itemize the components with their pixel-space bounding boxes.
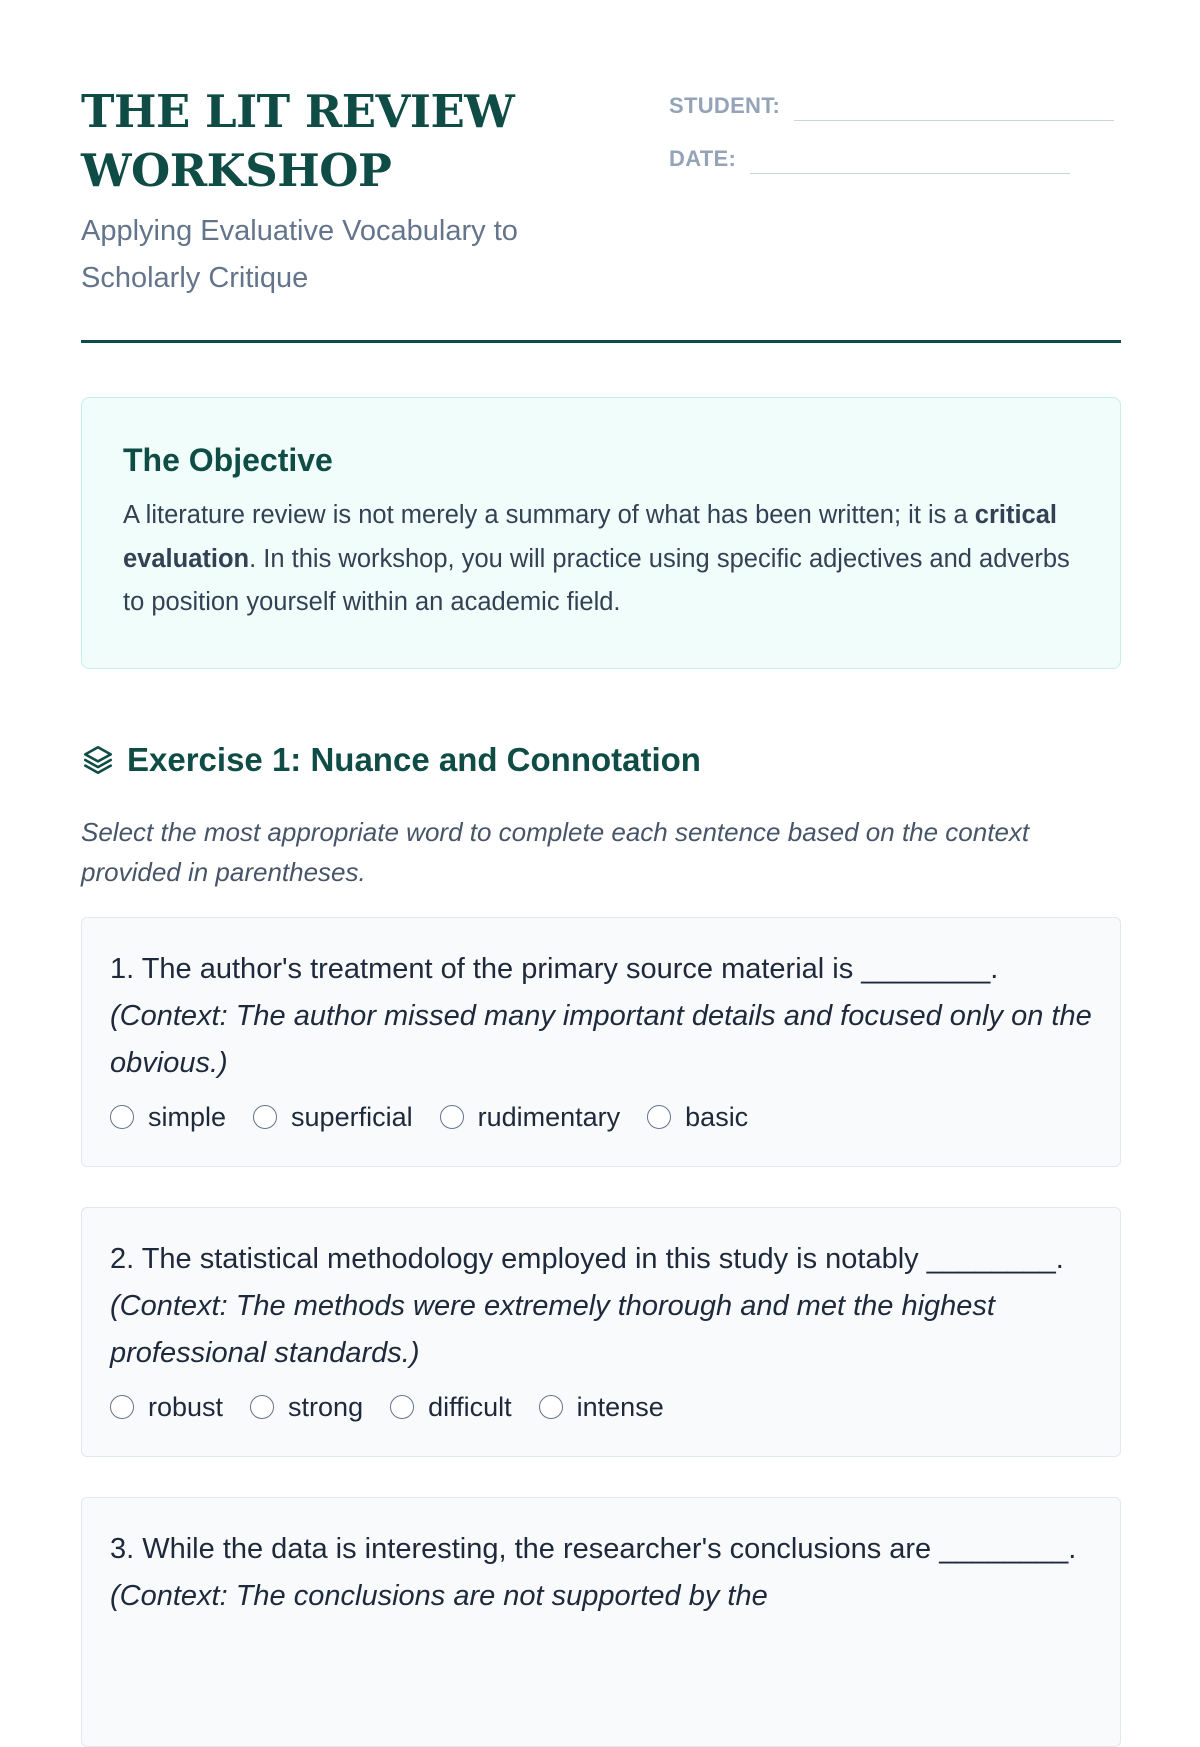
question-stem: 1. The author's treatment of the primary source material is ________.: [110, 953, 999, 985]
option-basic[interactable]: [647, 1100, 748, 1134]
option-label: basic: [685, 1102, 749, 1132]
worksheet-header: [81, 0, 1121, 344]
option-difficult[interactable]: [390, 1390, 512, 1424]
page-title: THE LIT REVIEW WORKSHOP: [81, 85, 515, 197]
option-strong[interactable]: [250, 1390, 363, 1424]
option-robust[interactable]: [110, 1390, 223, 1424]
option-simple[interactable]: [110, 1100, 226, 1134]
worksheet-page: [81, 0, 1121, 1612]
question-card: [81, 917, 1121, 1167]
date-label: DATE:: [669, 146, 737, 171]
radio-button[interactable]: [440, 1105, 464, 1129]
option-intense[interactable]: [539, 1390, 664, 1424]
question-context: (Context: The methods were extremely thorough and met the highest professional standards.): [110, 1290, 995, 1369]
option-label: intense: [576, 1392, 664, 1422]
layers-icon: [81, 743, 115, 777]
question-card: [81, 1207, 1121, 1457]
question-context: (Context: The conclusions are not supported by the: [110, 1580, 768, 1612]
exercise-1-title: Exercise 1: Nuance and Connotation: [127, 741, 701, 778]
option-rudimentary[interactable]: [440, 1100, 621, 1134]
question-stem: 3. While the data is interesting, the researcher's conclusions are ________.: [110, 1533, 1077, 1565]
objective-box: [81, 397, 1121, 669]
option-superficial[interactable]: [253, 1100, 413, 1134]
objective-heading: The Objective: [123, 442, 333, 478]
exercise-1-heading: [81, 740, 701, 780]
date-field: [669, 139, 1070, 174]
question-text: [110, 1236, 1092, 1377]
page-subtitle: Applying Evaluative Vocabulary to Scholarly Critique: [81, 215, 518, 294]
student-field: [669, 86, 1114, 121]
option-label: robust: [148, 1392, 224, 1422]
objective-text-emphasis: critical evaluation: [123, 501, 1057, 573]
radio-button[interactable]: [390, 1395, 414, 1419]
student-label: STUDENT:: [669, 93, 781, 118]
objective-text-rest: . In this workshop, you will practice using specific adjectives and adverbs to position yourself within an academic field.: [123, 544, 1070, 616]
radio-button[interactable]: [539, 1395, 563, 1419]
student-name-blank[interactable]: [794, 86, 1114, 121]
question-context: (Context: The author missed many important details and focused only on the obvious.): [110, 1000, 1092, 1079]
radio-button[interactable]: [647, 1105, 671, 1129]
exercise-1-instructions: Select the most appropriate word to complete each sentence based on the context provided in parentheses.: [81, 817, 1030, 887]
objective-text: [123, 494, 1079, 625]
objective-text-intro: A literature review is not merely a summary of what has been written; it is a: [123, 501, 975, 529]
question-card: [81, 1497, 1121, 1747]
answer-options: [110, 1097, 1092, 1137]
radio-button[interactable]: [110, 1105, 134, 1129]
option-label: rudimentary: [477, 1102, 621, 1132]
radio-button[interactable]: [253, 1105, 277, 1129]
question-text: [110, 1526, 1092, 1620]
option-label: simple: [148, 1102, 227, 1132]
radio-button[interactable]: [110, 1395, 134, 1419]
answer-options: [110, 1387, 1092, 1427]
question-text: [110, 946, 1092, 1087]
option-label: difficult: [428, 1392, 512, 1422]
question-stem: 2. The statistical methodology employed in this study is notably ________.: [110, 1243, 1064, 1275]
header-divider: [81, 340, 1121, 343]
date-blank[interactable]: [750, 139, 1070, 174]
option-label: superficial: [291, 1102, 413, 1132]
radio-button[interactable]: [250, 1395, 274, 1419]
option-label: strong: [288, 1392, 364, 1422]
